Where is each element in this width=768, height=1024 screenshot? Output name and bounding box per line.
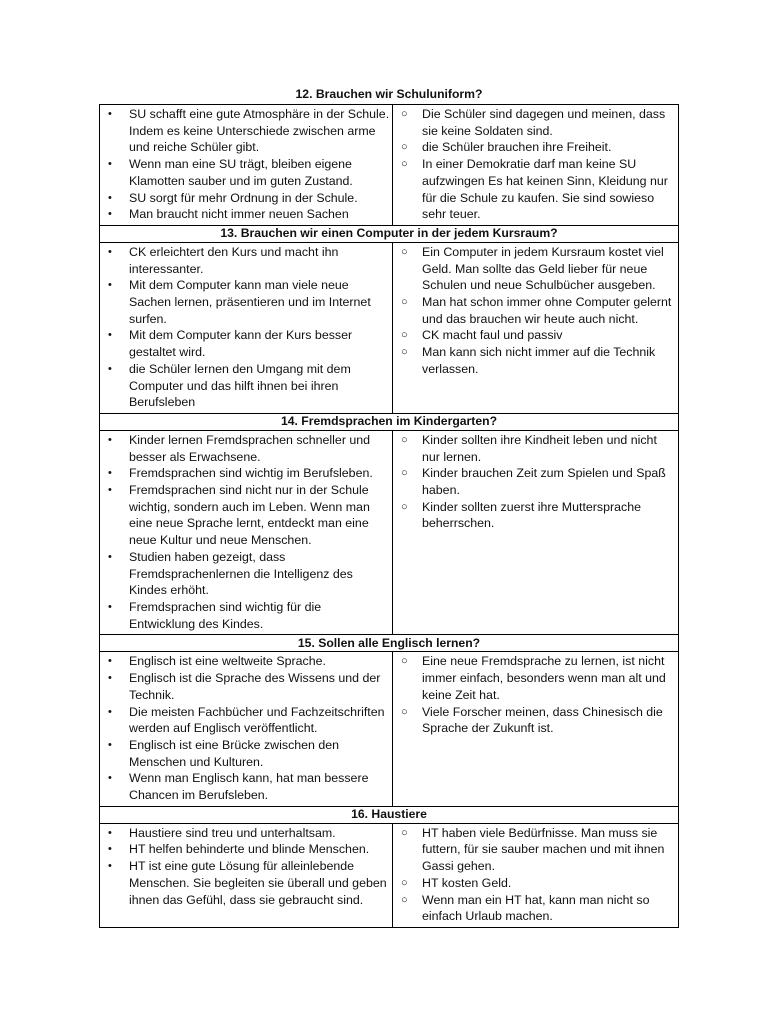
pro-argument-list — [102, 432, 390, 632]
section-title: 16. Haustiere — [100, 806, 679, 823]
section-header-row — [100, 225, 679, 242]
contra-argument-list — [395, 106, 676, 223]
pro-argument-item — [102, 156, 390, 189]
pro-argument-item — [102, 825, 390, 842]
argument-text: HT ist eine gute Lösung für alleinlebende Menschen. Sie begleiten sie überall und geben ihnen das Gefühl, dass sie gebraucht sind. — [129, 859, 387, 907]
contra-argument-item — [395, 499, 676, 532]
contra-argument-item — [395, 432, 676, 465]
document-page — [99, 84, 679, 928]
pro-argument-item — [102, 482, 390, 549]
argument-text: Kinder sollten ihre Kindheit leben und nicht nur lernen. — [422, 432, 657, 464]
pro-argument-list — [102, 653, 390, 803]
pro-argument-item — [102, 277, 390, 327]
bullet-circle-icon: ○ — [401, 500, 408, 513]
contra-argument-item — [395, 156, 676, 223]
argument-text: Kinder brauchen Zeit zum Spielen und Spaß haben. — [422, 466, 666, 498]
argument-text: Fremdsprachen sind wichtig im Berufsleben. — [129, 466, 373, 481]
argument-text: SU sorgt für mehr Ordnung in der Schule. — [129, 190, 358, 205]
section-header-row — [100, 413, 679, 430]
argument-text: Haustiere sind treu und unterhaltsam. — [129, 825, 336, 840]
argument-text: SU schafft eine gute Atmosphäre in der Schule. Indem es keine Unterschiede zwischen arme und reiche Schüler gibt. — [129, 107, 390, 155]
argument-text: Die Schüler sind dagegen und meinen, dass sie keine Soldaten sind. — [422, 107, 666, 138]
bullet-dot-icon: • — [108, 108, 112, 120]
argument-text: HT kosten Geld. — [422, 875, 512, 890]
section-title-12: 12. Brauchen wir Schuluniform? — [295, 87, 483, 101]
pro-argument-item — [102, 653, 390, 670]
section-title: 15. Sollen alle Englisch lernen? — [100, 635, 679, 652]
bullet-dot-icon: • — [108, 826, 112, 839]
contra-argument-item — [395, 294, 676, 327]
pro-argument-item — [102, 465, 390, 482]
contra-column — [393, 105, 679, 226]
argument-text: die Schüler brauchen ihre Freiheit. — [422, 140, 612, 155]
bullet-dot-icon: • — [108, 772, 112, 785]
pro-argument-item — [102, 361, 390, 411]
argument-text: In einer Demokratie darf man keine SU aufzwingen Es hat keinen Sinn, Kleidung nur für die Schule zu kaufen. Sie sind sowieso sehr teuer. — [422, 157, 668, 222]
bullet-circle-icon: ○ — [401, 467, 408, 480]
argument-text: die Schüler lernen den Umgang mit dem Computer und das hilft ihnen bei ihren Berufsleben — [129, 361, 351, 410]
bullet-circle-icon: ○ — [401, 876, 408, 889]
contra-column — [393, 242, 679, 413]
pro-column — [100, 430, 393, 634]
argument-text: HT helfen behinderte und blinde Menschen. — [129, 842, 370, 857]
bullet-dot-icon: • — [108, 433, 112, 446]
bullet-dot-icon: • — [108, 362, 112, 375]
argument-text: Englisch ist eine Brücke zwischen den Menschen und Kulturen. — [129, 737, 340, 769]
bullet-dot-icon: • — [108, 245, 112, 258]
bullet-circle-icon: ○ — [401, 655, 408, 668]
pro-argument-item — [102, 599, 390, 632]
bullet-circle-icon: ○ — [401, 296, 408, 309]
contra-argument-list — [395, 432, 676, 532]
pro-argument-list — [102, 106, 390, 223]
pro-argument-item — [102, 858, 390, 908]
argument-text: Kinder sollten zuerst ihre Muttersprache beherrschen. — [422, 499, 642, 531]
argument-text: Viele Forscher meinen, dass Chinesisch die Sprache der Zukunft ist. — [422, 704, 663, 736]
bullet-circle-icon: ○ — [401, 705, 408, 718]
bullet-circle-icon: ○ — [401, 141, 408, 154]
pro-argument-item — [102, 841, 390, 858]
contra-argument-item — [395, 875, 676, 892]
bullet-circle-icon: ○ — [401, 245, 408, 258]
pro-argument-item — [102, 206, 390, 223]
argument-text: Man braucht nicht immer neuen Sachen — [129, 207, 349, 222]
pro-argument-item — [102, 190, 390, 207]
contra-argument-item — [395, 465, 676, 498]
argument-text: Man kann sich nicht immer auf die Technik verlassen. — [422, 345, 656, 376]
contra-argument-list — [395, 825, 676, 925]
section-body-row — [100, 430, 679, 634]
contra-column — [393, 430, 679, 634]
section-header-row — [100, 635, 679, 652]
pro-argument-item — [102, 244, 390, 277]
argument-text: Wenn man eine SU trägt, bleiben eigene Klamotten sauber und im guten Zustand. — [129, 157, 353, 188]
bullet-circle-icon: ○ — [401, 893, 408, 906]
contra-argument-list — [395, 653, 676, 737]
pro-argument-item — [102, 670, 390, 703]
argument-text: Kinder lernen Fremdsprachen schneller und besser als Erwachsene. — [129, 432, 371, 464]
section-header-row — [100, 806, 679, 823]
bullet-dot-icon: • — [108, 158, 112, 171]
contra-argument-item — [395, 139, 676, 156]
argument-text: Englisch ist eine weltweite Sprache. — [129, 654, 326, 669]
bullet-dot-icon: • — [108, 860, 112, 873]
bullet-circle-icon: ○ — [401, 826, 408, 839]
argument-text: Die meisten Fachbücher und Fachzeitschriften werden auf Englisch veröffentlicht. — [129, 704, 385, 736]
argument-text: Englisch ist die Sprache des Wissens und der Technik. — [129, 671, 381, 702]
pro-argument-item — [102, 106, 390, 156]
bullet-dot-icon: • — [108, 672, 112, 685]
argument-text: CK erleichtert den Kurs und macht ihn interessanter. — [129, 244, 339, 276]
section-body-row — [100, 105, 679, 226]
contra-argument-item — [395, 825, 676, 875]
contra-argument-item — [395, 344, 676, 377]
pro-argument-list — [102, 244, 390, 411]
pro-argument-item — [102, 770, 390, 803]
argument-text: Eine neue Fremdsprache zu lernen, ist nicht immer einfach, besonders wenn man alt und keine Zeit hat. — [422, 654, 666, 702]
argument-text: CK macht faul und passiv — [422, 328, 563, 343]
bullet-dot-icon: • — [108, 550, 112, 563]
pro-argument-item — [102, 549, 390, 599]
section-body-row — [100, 823, 679, 927]
argument-text: Fremdsprachen sind nicht nur in der Schule wichtig, sondern auch im Leben. Wenn man eine neue Sprache lernt, entdeckt man eine neue Kultur und neue Menschen. — [129, 483, 370, 548]
contra-argument-item — [395, 327, 676, 344]
bullet-dot-icon: • — [108, 705, 112, 718]
pro-argument-list — [102, 825, 390, 909]
pro-column — [100, 242, 393, 413]
pro-argument-item — [102, 704, 390, 737]
pro-argument-item — [102, 737, 390, 770]
pro-column — [100, 823, 393, 927]
bullet-dot-icon: • — [108, 279, 112, 292]
bullet-dot-icon: • — [108, 467, 112, 480]
argument-text: Fremdsprachen sind wichtig für die Entwicklung des Kindes. — [129, 599, 322, 631]
bullet-dot-icon: • — [108, 191, 112, 204]
argument-text: HT haben viele Bedürfnisse. Man muss sie futtern, für sie sauber machen und mit ihnen Gassi gehen. — [422, 825, 665, 874]
argument-text: Mit dem Computer kann der Kurs besser gestaltet wird. — [129, 328, 353, 360]
bullet-dot-icon: • — [108, 843, 112, 856]
bullet-circle-icon: ○ — [401, 158, 408, 171]
bullet-dot-icon: • — [108, 600, 112, 613]
contra-argument-list — [395, 244, 676, 378]
pro-column — [100, 652, 393, 806]
contra-argument-item — [395, 106, 676, 139]
bullet-dot-icon: • — [108, 655, 112, 668]
argument-table — [99, 104, 679, 928]
bullet-circle-icon: ○ — [401, 346, 408, 359]
section-body-row — [100, 652, 679, 806]
bullet-dot-icon: • — [108, 329, 112, 342]
argument-text: Wenn man ein HT hat, kann man nicht so einfach Urlaub machen. — [422, 892, 650, 924]
section-title: 14. Fremdsprachen im Kindergarten? — [100, 413, 679, 430]
pro-argument-item — [102, 327, 390, 360]
bullet-dot-icon: • — [108, 738, 112, 751]
bullet-circle-icon: ○ — [401, 433, 408, 446]
pro-column — [100, 105, 393, 226]
contra-column — [393, 823, 679, 927]
contra-argument-item — [395, 704, 676, 737]
argument-text: Studien haben gezeigt, dass Fremdsprachenlernen die Intelligenz des Kindes erhöht. — [129, 549, 353, 598]
contra-column — [393, 652, 679, 806]
bullet-dot-icon: • — [108, 208, 112, 221]
contra-argument-item — [395, 892, 676, 925]
bullet-circle-icon: ○ — [401, 329, 408, 342]
section-title: 13. Brauchen wir einen Computer in der jedem Kursraum? — [100, 225, 679, 242]
pro-argument-item — [102, 432, 390, 465]
argument-text: Mit dem Computer kann man viele neue Sachen lernen, präsentieren und im Internet surfen. — [129, 278, 371, 326]
bullet-dot-icon: • — [108, 484, 112, 497]
argument-table-body — [100, 105, 679, 928]
contra-argument-item — [395, 244, 676, 294]
argument-text: Ein Computer in jedem Kursraum kostet viel Geld. Man sollte das Geld lieber für neue Schulen und neue Schulbücher ausgeben. — [422, 244, 664, 293]
argument-text: Wenn man Englisch kann, hat man bessere Chancen im Berufsleben. — [129, 771, 369, 803]
contra-argument-item — [395, 653, 676, 703]
section-body-row — [100, 242, 679, 413]
bullet-circle-icon: ○ — [401, 108, 408, 120]
argument-text: Man hat schon immer ohne Computer gelernt und das brauchen wir heute auch nicht. — [422, 295, 672, 326]
